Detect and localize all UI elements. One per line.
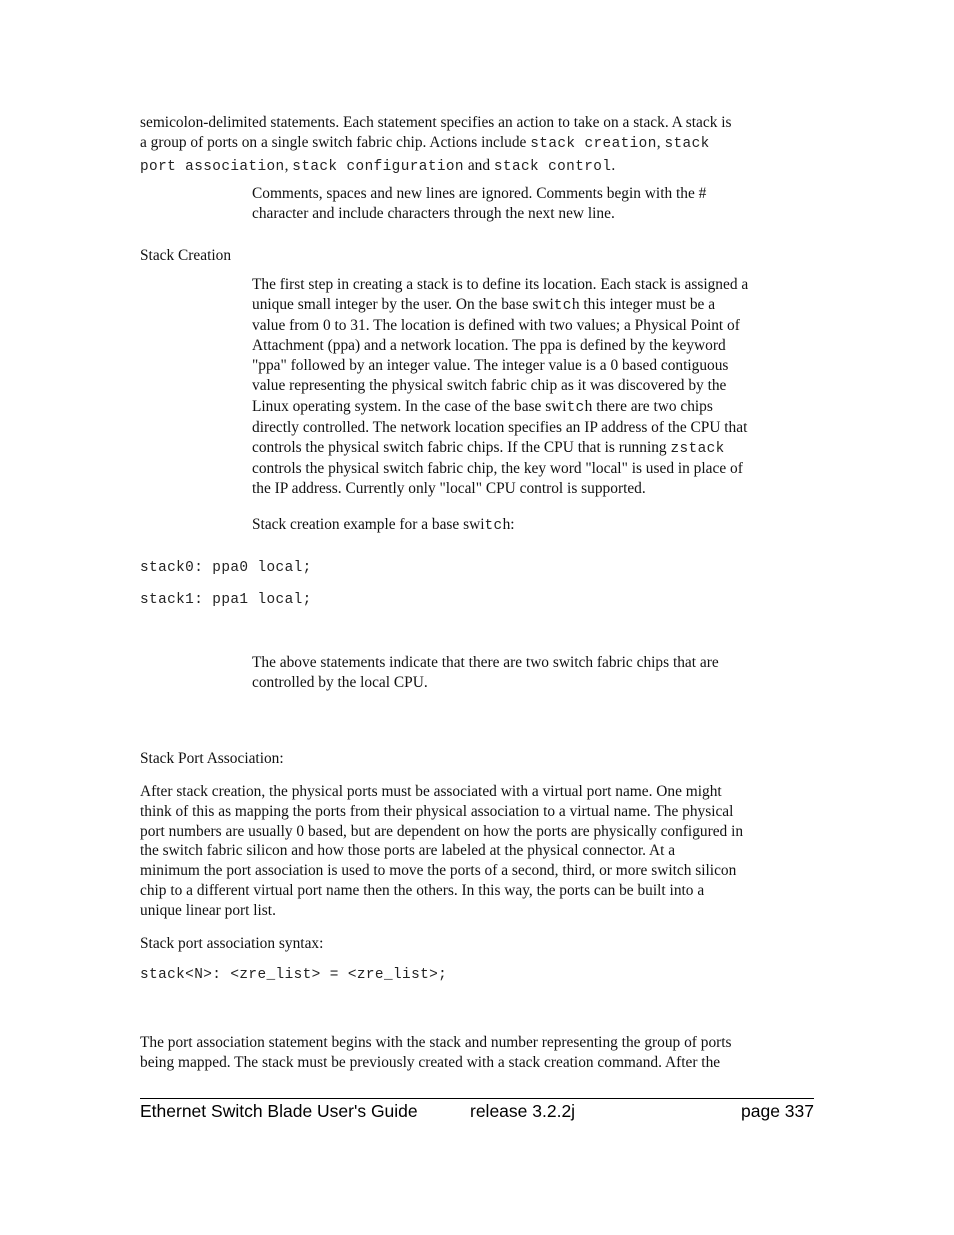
stack-creation-heading: Stack Creation bbox=[140, 247, 232, 264]
code-line-stack0: stack0: ppa0 local; bbox=[140, 560, 312, 576]
syntax-code: stack<N>: <zre_list> = <zre_list>; bbox=[140, 967, 448, 983]
code-term: stack control bbox=[493, 158, 612, 175]
code-term: port association bbox=[140, 158, 285, 175]
footer-page-number: page 337 bbox=[741, 1101, 814, 1121]
code-line-stack1: stack1: ppa1 local; bbox=[140, 592, 312, 608]
stack-creation-paragraph: The first step in creating a stack is to define its location. Each stack is assigned a unique small integer by the user. On the base switch this integer must be a value from 0 to 31. The location is defined with two values; a Physical Point of Attachment (ppa) and a network location. The ppa is defined by the keyword "ppa" followed by an integer value. The integer value is a 0 based contiguous value representing the physical switch fabric chip as it was discovered by the Linux operating system. In the case of the base switch there are two chips directly controlled. The network location specifies an IP address of the CPU that controls the physical switch fabric chips. If the CPU that is running zstack controls the physical switch fabric chip, the key word "local" is used in place of the IP address. Currently only "local" CPU control is supported. bbox=[252, 276, 749, 497]
code-term: zstack bbox=[670, 440, 725, 457]
syntax-label: Stack port association syntax: bbox=[140, 935, 324, 952]
intro-line-2: a group of ports on a single switch fabric chip. Actions include stack creation, stack bbox=[140, 133, 710, 152]
footer-release: release 3.2.2j bbox=[470, 1101, 576, 1121]
port-association-heading: Stack Port Association: bbox=[140, 750, 284, 767]
code-term: stack bbox=[664, 135, 710, 152]
comments-paragraph: Comments, spaces and new lines are ignored. Comments begin with the # character and include characters through the next new line. bbox=[252, 185, 707, 222]
intro-paragraph bbox=[140, 113, 816, 177]
port-association-paragraph: After stack creation, the physical ports must be associated with a virtual port name. One might think of this as mapping the ports from their physical association to a virtual name. The physical port numbers are usually 0 based, but are dependent on how the ports are physically configured in the switch fabric silicon and how those ports are labeled at the physical connector. At a minimum the port association is used to move the ports of a second, third, or more switch silicon chip to a different virtual port name then the others. In this way, the ports can be built into a unique linear port list. bbox=[140, 783, 744, 919]
above-statements-paragraph: The above statements indicate that there are two switch fabric chips that are controlled by the local CPU. bbox=[252, 654, 719, 691]
example-intro: Stack creation example for a base switch: bbox=[252, 516, 515, 534]
intro-line-3: port association, stack configuration and stack control. bbox=[140, 156, 616, 175]
code-term: stack creation bbox=[530, 135, 657, 152]
footer-divider bbox=[140, 1098, 814, 1099]
intro-line-1: semicolon-delimited statements. Each statement specifies an action to take on a stack. A stack is bbox=[140, 114, 732, 131]
code-term: stack configuration bbox=[292, 158, 464, 175]
final-paragraph: The port association statement begins with the stack and number representing the group of ports being mapped. The stack must be previously created with a stack creation command. After the bbox=[140, 1034, 732, 1071]
footer-title: Ethernet Switch Blade User's Guide bbox=[140, 1101, 418, 1121]
